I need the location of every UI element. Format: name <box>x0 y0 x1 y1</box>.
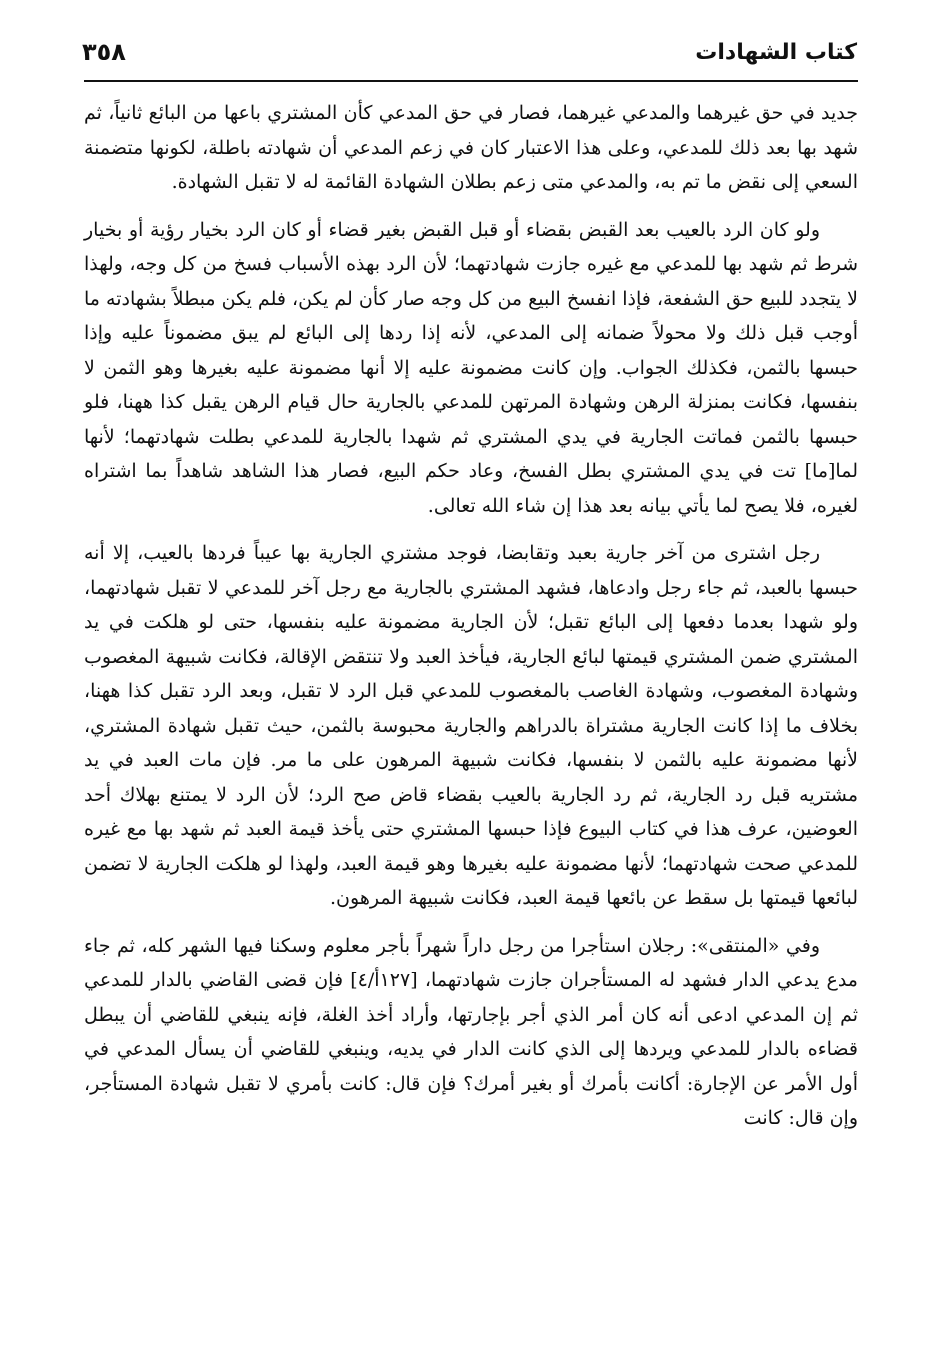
paragraph: جديد في حق غيرهما والمدعي غيرهما، فصار في حق المدعي كأن المشتري باعها من البائع ثانياً، ثم شهد بها بعد ذلك للمدعي، وعلى هذا الاعتبار كان في زعم المدعي أن شهادته باطلة، لكونها متضمنة السعي إلى نقض ما تم به، والمدعي متى زعم بطلان الشهادة القائمة له لا تقبل الشهادة. <box>84 102 858 193</box>
header-divider <box>84 80 858 82</box>
book-title: كتاب الشهادات <box>695 39 857 65</box>
page-header <box>82 30 857 74</box>
body-text <box>84 96 858 1136</box>
paragraph: ولو كان الرد بالعيب بعد القبض بقضاء أو قبل القبض بغير قضاء أو كان الرد بخيار رؤية أو بخيار شرط ثم شهد بها للمدعي مع غيره جازت شهادتهما؛ لأن الرد بهذه الأسباب فسخ من كل وجه، ولهذا لا يتجدد للبيع حق الشفعة، فإذا انفسخ البيع من كل وجه صار كأن لم يكن، فلم يكن مبطلاً بشهادته ما أوجب قبل ذلك ولا محولاً ضمانه إلى المدعي، لأنه إذا ردها إلى البائع لم يبق مضموناً عليه وإذا حبسها بالثمن، فكذلك الجواب. وإن كانت مضمونة عليه إلا أنها مضمونة عليه بغيرها وهو الثمن لا بنفسها، فكانت بمنزلة الرهن وشهادة المرتهن للمدعي بالجارية حال قيام الرهن يقبل كذا ههنا، فلو حبسها بالثمن فماتت الجارية في يدي المشتري ثم شهدا بالجارية للمدعي بطلت شهادتهما؛ لأنها لما[ما] تت في يدي المشتري بطل الفسخ، وعاد حكم البيع، فصار هذا الشاهد شاهداً بما اشتراه لغيره، فلا يصح لما يأتي بيانه بعد هذا إن شاء الله تعالى. <box>84 218 859 517</box>
paragraph: رجل اشترى من آخر جارية بعبد وتقابضا، فوجد مشتري الجارية بها عيباً فردها بالعيب، إلا أنه حبسها بالعبد، ثم جاء رجل وادعاها، فشهد المشتري بالجارية مع رجل آخر للمدعي لا تقبل شهادتهما، ولو شهدا بعدما دفعها إلى البائع تقبل؛ لأن الجارية مضمونة عليه بنفسها، حتى لو هلكت في يد المشتري ضمن المشتري قيمتها لبائع الجارية، فيأخذ العبد ولا تنتقض الإقالة، فكانت شبيهة المغصوب وشهادة المغصوب، وشهادة الغاصب بالمغصوب للمدعي قبل الرد لا تقبل، وبعد الرد تقبل كذا ههنا، بخلاف ما إذا كانت الجارية مشتراة بالدراهم والجارية محبوسة بالثمن، حيث تقبل شهادة المشتري، لأنها مضمونة عليه بالثمن لا بنفسها، فكانت شبيهة المرهون على ما مر. فإن مات العبد في يد مشتريه قبل رد الجارية، ثم رد الجارية بالعيب بقضاء قاض صح الرد؛ لأن الرد لا يمتنع بهلاك أحد العوضين، عرف هذا في كتاب البيوع فإذا حبسها المشتري حتى يأخذ قيمة العبد ثم شهد بها مع غيره للمدعي صحت شهادتهما؛ لأنها مضمونة عليه بغيرها وهو قيمة العبد، ولهذا لو هلكت الجارية لا تضمن لبائعها قيمتها بل سقط عن بائعها قيمة العبد، فكانت شبيهة المرهون. <box>84 542 858 909</box>
paragraph: وفي «المنتقى»: رجلان استأجرا من رجل داراً شهراً بأجر معلوم وسكنا فيها الشهر كله، ثم جاء مدع يدعي الدار فشهد له المستأجران جازت شهادتهما، [١٢٧أ/٤] فإن قضى القاضي بالدار للمدعي ثم إن المدعي ادعى أنه كان أمر الذي أجر بإجارتها، وأراد أخذ الغلة، فإنه ينبغي للقاضي أن يبطل قضاءه بالدار للمدعي ويردها إلى الذي كانت الدار في يديه، وينبغي للقاضي أن يسأل المدعي في أول الأمر عن الإجارة: أكانت بأمرك أو بغير أمرك؟ فإن قال: كانت بأمري لا تقبل شهادة المستأجر، وإن قال: كانت <box>84 934 858 1129</box>
page-number: ٣٥٨ <box>82 38 126 66</box>
